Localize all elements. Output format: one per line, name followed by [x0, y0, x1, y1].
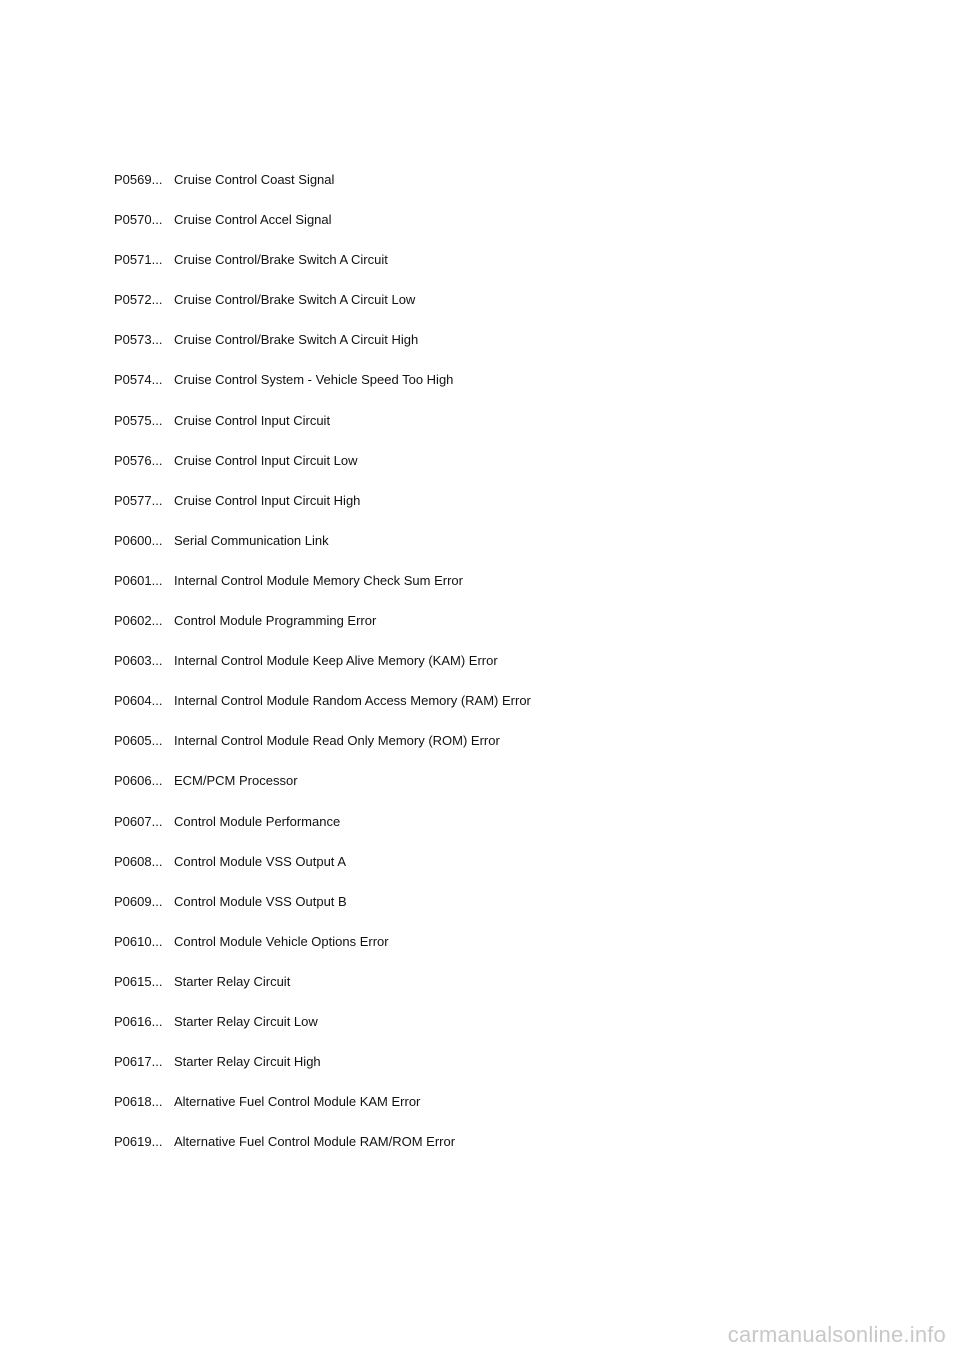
list-item	[114, 571, 531, 611]
list-item	[114, 1132, 531, 1172]
list-item	[114, 330, 531, 370]
list-item	[114, 170, 531, 210]
list-item	[114, 491, 531, 531]
dtc-code: P0572...	[114, 292, 163, 308]
dtc-code: P0607...	[114, 813, 163, 829]
list-item	[114, 932, 531, 972]
dtc-description: Control Module Performance	[174, 813, 341, 829]
dtc-description: ECM/PCM Processor	[174, 773, 298, 789]
dtc-description: Cruise Control/Brake Switch A Circuit High	[174, 332, 419, 348]
list-item	[114, 411, 531, 451]
dtc-code: P0571...	[114, 252, 163, 268]
list-item	[114, 611, 531, 651]
dtc-code: P0602...	[114, 613, 163, 629]
dtc-code: P0601...	[114, 572, 163, 588]
list-item	[114, 892, 531, 932]
dtc-description: Starter Relay Circuit	[174, 973, 291, 989]
list-item	[114, 370, 531, 410]
list-item	[114, 691, 531, 731]
dtc-description: Control Module VSS Output A	[174, 853, 346, 869]
watermark: carmanualsonline.info	[727, 1322, 946, 1347]
dtc-code: P0576...	[114, 452, 163, 468]
list-item	[114, 972, 531, 1012]
dtc-description: Cruise Control Input Circuit	[174, 412, 331, 428]
dtc-description: Starter Relay Circuit Low	[174, 1013, 318, 1029]
dtc-description: Internal Control Module Random Access Memory (RAM) Error	[174, 693, 531, 709]
dtc-code: P0603...	[114, 653, 163, 669]
dtc-code: P0575...	[114, 412, 163, 428]
dtc-code: P0605...	[114, 733, 163, 749]
dtc-description: Internal Control Module Keep Alive Memory (KAM) Error	[174, 653, 498, 669]
list-item	[114, 852, 531, 892]
dtc-description: Alternative Fuel Control Module KAM Error	[174, 1094, 421, 1110]
dtc-description: Cruise Control/Brake Switch A Circuit Low	[174, 292, 416, 308]
list-item	[114, 451, 531, 491]
dtc-code: P0577...	[114, 492, 163, 508]
dtc-description: Control Module Programming Error	[174, 613, 377, 629]
dtc-description: Cruise Control System - Vehicle Speed Too High	[174, 372, 454, 388]
dtc-description: Cruise Control Coast Signal	[174, 172, 335, 187]
dtc-description: Internal Control Module Read Only Memory (ROM) Error	[174, 733, 500, 749]
dtc-description: Serial Communication Link	[174, 532, 329, 548]
list-item	[114, 250, 531, 290]
dtc-code: P0618...	[114, 1094, 163, 1110]
list-item	[114, 812, 531, 852]
dtc-description: Starter Relay Circuit High	[174, 1054, 321, 1070]
dtc-code: P0573...	[114, 332, 163, 348]
dtc-code: P0600...	[114, 532, 163, 548]
dtc-code: P0616...	[114, 1013, 163, 1029]
list-item	[114, 210, 531, 250]
dtc-description: Cruise Control Input Circuit High	[174, 492, 361, 508]
dtc-code: P0608...	[114, 853, 163, 869]
dtc-code-list	[114, 170, 531, 1172]
list-item	[114, 531, 531, 571]
dtc-description: Cruise Control/Brake Switch A Circuit	[174, 252, 388, 268]
dtc-code: P0606...	[114, 773, 163, 789]
list-item	[114, 1092, 531, 1132]
dtc-description: Alternative Fuel Control Module RAM/ROM Error	[174, 1134, 456, 1150]
dtc-code: P0569...	[114, 172, 163, 187]
dtc-code: P0574...	[114, 372, 163, 388]
dtc-code: P0570...	[114, 212, 163, 228]
list-item	[114, 651, 531, 691]
dtc-code: P0609...	[114, 893, 163, 909]
dtc-code: P0617...	[114, 1054, 163, 1070]
list-item	[114, 290, 531, 330]
list-item	[114, 1012, 531, 1052]
dtc-description: Cruise Control Input Circuit Low	[174, 452, 358, 468]
dtc-code: P0619...	[114, 1134, 163, 1150]
dtc-code: P0604...	[114, 693, 163, 709]
dtc-description: Control Module Vehicle Options Error	[174, 933, 389, 949]
list-item	[114, 771, 531, 811]
dtc-description: Internal Control Module Memory Check Sum Error	[174, 572, 463, 588]
dtc-code: P0615...	[114, 973, 163, 989]
dtc-code: P0610...	[114, 933, 163, 949]
dtc-description: Cruise Control Accel Signal	[174, 212, 332, 228]
list-item	[114, 1052, 531, 1092]
list-item	[114, 731, 531, 771]
dtc-description: Control Module VSS Output B	[174, 893, 347, 909]
